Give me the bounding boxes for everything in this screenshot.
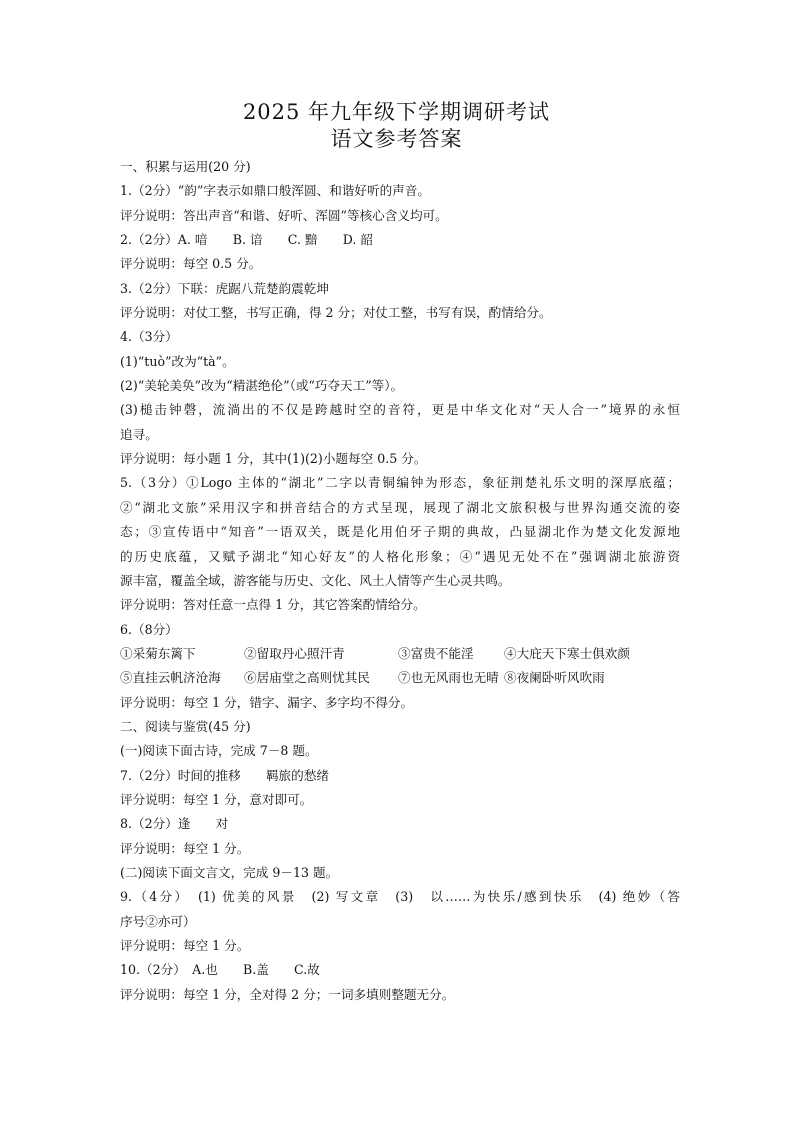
scoring-note: 评分说明：每空 0.5 分。: [120, 256, 262, 272]
answer-line: (1)“tuò”改为“tà”。: [120, 353, 235, 369]
section-heading: 一、积累与运用(20 分): [120, 159, 251, 174]
answer-line: 10.（2分） A.也 B.盖 C.故: [120, 962, 320, 978]
blank-answer: ②留取丹心照汗青: [244, 645, 345, 661]
blank-answer: ①采菊东篱下: [120, 645, 196, 661]
answer-body: [120, 155, 680, 1007]
scoring-note: 评分说明：每空 1 分，全对得 2 分；一词多填则整题无分。: [120, 986, 455, 1002]
scoring-note: 评分说明：每空 1 分，意对即可。: [120, 791, 313, 807]
question-number: 4.（3分）: [120, 329, 178, 345]
answer-line: 源丰富，覆盖全域，游客能与历史、文化、风土人情等产生心灵共鸣。: [120, 572, 511, 588]
answer-line: 1.（2分）“韵”字表示如鼎口般浑圆、和谐好听的声音。: [120, 183, 430, 199]
scoring-note: 评分说明：每空 1 分，错字、漏字、多字均不得分。: [120, 694, 414, 710]
scoring-note: 评分说明：答出声音“和谐、好听、浑圆”等核心含义均可。: [120, 207, 448, 223]
blank-answer: ⑤直挂云帆济沧海: [120, 670, 221, 686]
answer-line: (3)槌击钟磬，流淌出的不仅是跨越时空的音符，更是中华文化对“天人合一”境界的永恒: [120, 402, 680, 418]
blank-answer: ⑧夜阑卧听风吹雨: [504, 670, 605, 686]
question-number: 6.（8分）: [120, 621, 178, 637]
answer-line: 7.（2分）时间的推移 羁旅的愁绪: [120, 767, 329, 783]
answer-line: 的历史底蕴，又赋予湖北“知心好友”的人格化形象；④“遇见无处不在”强调湖北旅游资: [120, 548, 680, 564]
answer-line: 序号②亦可）: [120, 913, 196, 929]
scoring-note: 评分说明：每小题 1 分，其中(1)(2)小题每空 0.5 分。: [120, 451, 427, 467]
answer-line: ②“湖北文旅”采用汉字和拼音结合的方式呈现，展现了湖北文旅积极与世界沟通交流的姿: [120, 499, 680, 515]
scoring-note: 评分说明：每空 1 分。: [120, 840, 250, 856]
scoring-note: 评分说明：每空 1 分。: [120, 938, 250, 953]
answer-line: 2.（2分）A. 喑 B. 谙 C. 黯 D. 韶: [120, 232, 373, 248]
answer-row: [120, 666, 680, 690]
blank-answer: ⑥居庙堂之高则忧其民: [244, 670, 370, 686]
scoring-note: 评分说明：对仗工整，书写正确，得 2 分；对仗工整，书写有误，酌情给分。: [120, 305, 552, 321]
document-subtitle: 语文参考答案: [330, 127, 463, 151]
subsection-heading: (二)阅读下面文言文，完成 9－13 题。: [120, 864, 339, 880]
answer-line: (2)“美轮美奂”改为“精湛绝伦”（或“巧夺天工”等）。: [120, 378, 404, 394]
answer-line: 3.（2分）下联：虎踞八荒楚韵震乾坤: [120, 280, 329, 296]
answer-line: 5.（3分）①Logo 主体的“湖北”二字以青铜编钟为形态，象征荆楚礼乐文明的深厚底蕴；: [120, 475, 680, 491]
document-title: 2025 年九年级下学期调研考试: [242, 100, 551, 124]
subsection-heading: (一)阅读下面古诗，完成 7－8 题。: [120, 743, 318, 759]
blank-answer: ⑦也无风雨也无晴: [398, 670, 499, 686]
answer-line: 9.（4分） (1) 优美的风景 (2) 写文章 (3) 以……为快乐/感到快乐 (4) 绝妙（答: [120, 889, 680, 905]
answer-line: 8.（2分）逢 对: [120, 816, 229, 832]
answer-row: [120, 642, 680, 666]
answer-line: 追寻。: [120, 426, 158, 442]
section-heading: 二、阅读与鉴赏(45 分): [120, 718, 251, 734]
answer-line: 态；③宣传语中“知音”一语双关，既是化用伯牙子期的典故，凸显湖北作为楚文化发源地: [120, 524, 680, 540]
blank-answer: ③富贵不能淫: [398, 645, 474, 661]
blank-answer: ④大庇天下寒士俱欢颜: [504, 645, 630, 661]
scoring-note: 评分说明：答对任意一点得 1 分，其它答案酌情给分。: [120, 597, 426, 613]
